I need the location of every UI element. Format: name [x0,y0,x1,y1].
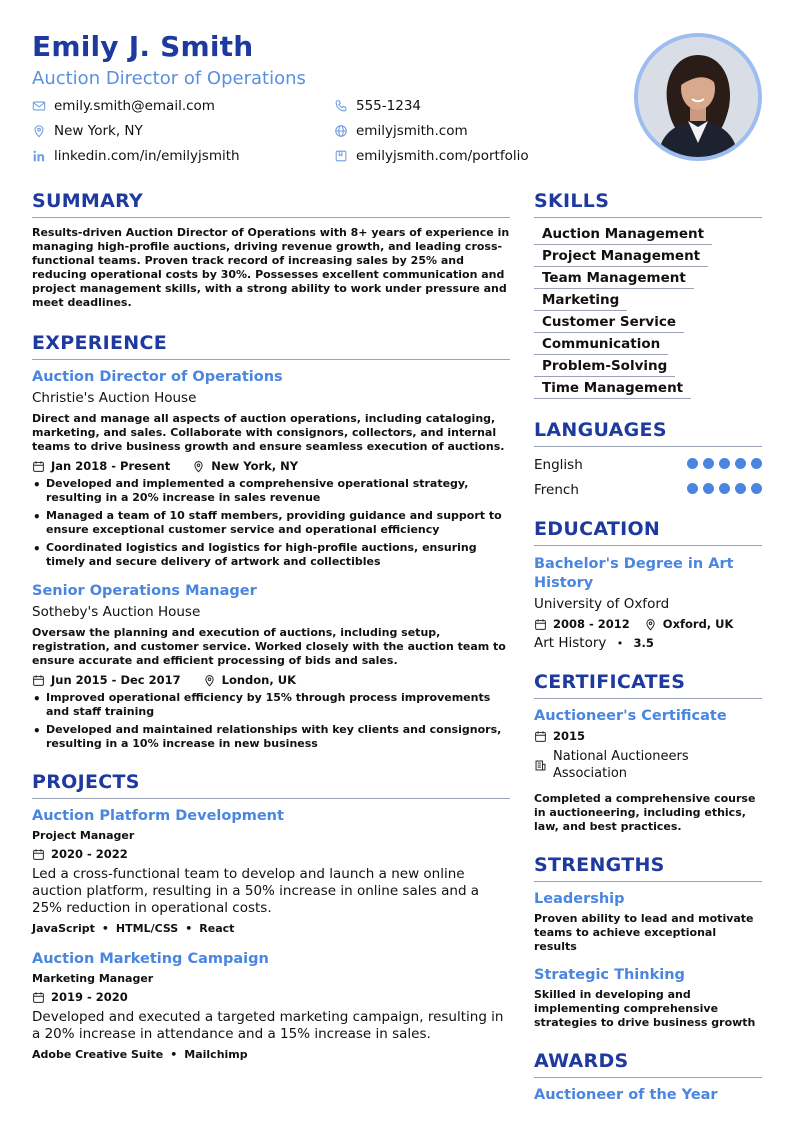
right-column [534,190,762,1103]
awards-heading: AWARDS [534,1050,762,1078]
education-heading: EDUCATION [534,518,762,546]
contact-location-text: New York, NY [54,123,143,139]
contact-portfolio-text: emilyjsmith.com/portfolio [356,148,529,164]
skill-tag: Auction Management [534,223,712,245]
calendar-icon [534,730,547,743]
job-meta [32,459,510,473]
certificate-year: 2015 [553,729,586,743]
job-company: Sotheby's Auction House [32,604,201,620]
education-location: Oxford, UK [662,617,734,631]
project-description: Developed and executed a targeted marketing campaign, resulting in a 20% increase in attendance and a 15% increase in sales. [32,1009,504,1042]
education-dates: 2008 - 2012 [553,617,630,631]
education-field-row: Art History • 3.5 [534,635,654,651]
project-meta [32,990,510,1004]
contact-portfolio[interactable] [334,148,529,164]
projects-heading: PROJECTS [32,771,510,799]
language-level-dots [682,457,762,473]
skills-section [534,190,762,399]
job-achievements [32,477,510,569]
achievement-item: • Developed and implemented a comprehensive operational strategy, resulting in a 20% increase in sales revenue [32,477,510,505]
experience-section [32,332,510,751]
language-name: English [534,456,583,473]
project-role: Marketing Manager [32,972,154,985]
language-level-dots [682,482,762,498]
job-dates: Jun 2015 - Dec 2017 [51,673,181,687]
language-row [534,452,762,477]
contact-website-text: emilyjsmith.com [356,123,468,139]
education-meta [534,617,762,631]
project-meta [32,847,510,861]
job-dates: Jan 2018 - Present [51,459,171,473]
job-title: Senior Operations Manager [32,583,257,599]
skill-tag: Problem-Solving [534,355,675,377]
job-description: Direct and manage all aspects of auction operations, including cataloging, marketing, and sales. Collaborate with consignors, collectors, and internal teams to drive business growth and ensure seamless execution of auctions. [32,412,505,453]
degree-title: Bachelor's Degree in Art History [534,556,734,591]
candidate-role: Auction Director of Operations [32,68,306,89]
achievement-item: • Improved operational efficiency by 15% through process improvements and staff training [32,691,510,719]
certificate-year-row [534,729,762,743]
skill-tag: Customer Service [534,311,684,333]
contact-linkedin-text: linkedin.com/in/emilyjsmith [54,148,240,164]
certificate-issuer: National Auctioneers Association [553,749,689,781]
projects-section [32,771,510,1061]
linkedin-icon [32,149,46,163]
contact-location [32,123,143,139]
job-location: London, UK [221,673,296,687]
project-tag: Mailchimp [184,1048,248,1061]
strength-description: Proven ability to lead and motivate teams to achieve exceptional results [534,912,754,953]
skill-tag: Time Management [534,377,691,399]
project-name: Auction Platform Development [32,808,284,824]
certificate-name: Auctioneer's Certificate [534,708,727,724]
languages-section [534,419,762,502]
education-field: Art History [534,635,607,651]
awards-section [534,1050,762,1103]
language-row [534,477,762,502]
certificate-issuer-row [534,748,762,782]
job-meta [32,673,510,687]
achievement-item: • Coordinated logistics and logistics for high-profile auctions, ensuring timely and secure delivery of artwork and collectibles [32,541,510,569]
skills-list [534,223,762,399]
project-item [32,951,510,1061]
skill-tag: Marketing [534,289,627,311]
skill-tag: Team Management [534,267,694,289]
contact-email[interactable] [32,98,215,114]
achievement-item: • Managed a team of 10 staff members, providing guidance and support to ensure exceptional customer service and operational efficiency [32,509,510,537]
achievement-item: • Developed and maintained relationships with key clients and consignors, resulting in a 10% increase in new business [32,723,510,751]
summary-heading: SUMMARY [32,190,510,218]
project-description: Led a cross-functional team to develop and launch a new online auction platform, resulting in a 50% increase in online sales and a 25% reduction in operational costs. [32,866,480,916]
candidate-name: Emily J. Smith [32,30,254,63]
education-gpa: 3.5 [633,636,654,650]
calendar-icon [32,991,45,1004]
mail-icon [32,99,46,113]
portfolio-icon [334,149,348,163]
phone-icon [334,99,348,113]
job-description: Oversaw the planning and execution of auctions, including setup, registration, and customer service. Worked closely with the auction team to ensure accurate and efficient processing of bids and sales. [32,626,506,667]
skills-heading: SKILLS [534,190,762,218]
contact-email-text: emily.smith@email.com [54,98,215,114]
strengths-section [534,854,762,1030]
project-tags: JavaScript • HTML/CSS • React [32,922,235,935]
project-dates: 2020 - 2022 [51,847,128,861]
project-tag: JavaScript [32,922,95,935]
skill-tag: Project Management [534,245,708,267]
profile-portrait-icon [638,37,758,157]
certificates-heading: CERTIFICATES [534,671,762,699]
project-name: Auction Marketing Campaign [32,951,269,967]
location-icon [644,618,657,631]
contact-linkedin[interactable] [32,148,240,164]
project-tags: Adobe Creative Suite • Mailchimp [32,1048,248,1061]
left-column [32,190,510,1061]
project-tag: Adobe Creative Suite [32,1048,164,1061]
summary-section [32,190,510,310]
profile-photo [634,33,762,161]
job-location: New York, NY [211,459,299,473]
calendar-icon [32,460,45,473]
project-item [32,808,510,935]
calendar-icon [32,848,45,861]
contact-website[interactable] [334,123,468,139]
award-name: Auctioneer of the Year [534,1087,718,1103]
experience-heading: EXPERIENCE [32,332,510,360]
education-section [534,518,762,651]
location-icon [203,674,216,687]
strength-name: Strategic Thinking [534,967,685,983]
job-achievements [32,691,510,751]
location-icon [32,124,46,138]
project-tag: React [199,922,235,935]
project-tag: HTML/CSS [115,922,179,935]
calendar-icon [32,674,45,687]
globe-icon [334,124,348,138]
certificate-description: Completed a comprehensive course in auctioneering, including ethics, law, and best practices. [534,792,756,833]
experience-item [32,369,510,569]
language-name: French [534,481,579,498]
building-icon [534,759,547,772]
project-role: Project Manager [32,829,135,842]
strength-description: Skilled in developing and implementing comprehensive strategies to drive business growth [534,988,756,1029]
location-icon [192,460,205,473]
school-name: University of Oxford [534,596,670,612]
contact-phone[interactable] [334,98,421,114]
job-company: Christie's Auction House [32,390,197,406]
calendar-icon [534,618,547,631]
strength-name: Leadership [534,891,625,907]
certificates-section [534,671,762,834]
contact-phone-text: 555-1234 [356,98,421,114]
languages-heading: LANGUAGES [534,419,762,447]
project-dates: 2019 - 2020 [51,990,128,1004]
skill-tag: Communication [534,333,668,355]
summary-text: Results-driven Auction Director of Operations with 8+ years of experience in managing high-profile auctions, driving revenue growth, and leading cross-functional teams. Proven track record of increasing sales by 25% and reducing operational costs by 30%. Possesses excellent communication and project management skills, with a strong ability to work under pressure and meet deadlines. [32,226,510,309]
experience-item [32,583,510,751]
strengths-heading: STRENGTHS [534,854,762,882]
job-title: Auction Director of Operations [32,369,283,385]
